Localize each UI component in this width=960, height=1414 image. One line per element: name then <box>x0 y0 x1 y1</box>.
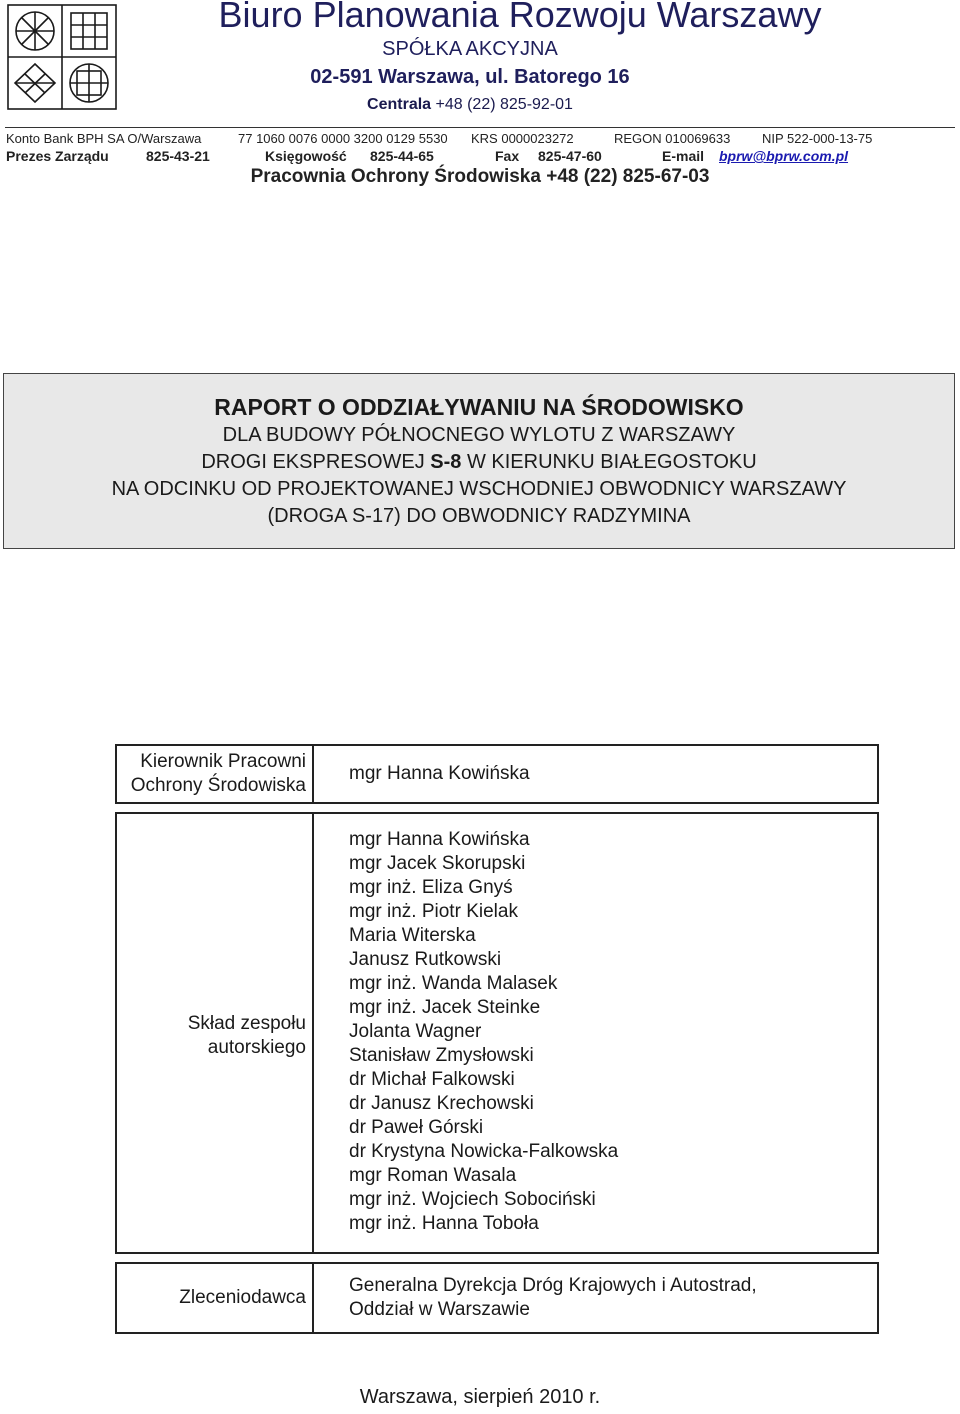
team-member: mgr inż. Wojciech Sobociński <box>349 1189 596 1210</box>
email-link[interactable]: bprw@bprw.com.pl <box>719 148 849 164</box>
lab-contact: Pracownia Ochrony Środowiska +48 (22) 825-67-03 <box>250 166 710 187</box>
team-member: mgr inż. Eliza Gnyś <box>349 877 513 898</box>
central-phone-line <box>140 96 800 114</box>
bank-account: 77 1060 0076 0000 3200 0129 5530 <box>238 131 448 146</box>
team-member: mgr Roman Wasala <box>349 1165 517 1186</box>
central-phone: +48 (22) 825-92-01 <box>435 96 573 113</box>
krs-number: KRS 0000023272 <box>471 131 574 146</box>
team-member: dr Michał Falkowski <box>349 1069 515 1090</box>
head-label-line-2: Ochrony Środowiska <box>130 775 306 796</box>
team-member: mgr Hanna Kowińska <box>349 829 530 850</box>
row-gap <box>116 1253 878 1263</box>
head-value: mgr Hanna Kowińska <box>313 745 878 803</box>
team-member: mgr inż. Wanda Malasek <box>349 973 558 994</box>
team-label-line-2: autorskiego <box>207 1036 306 1058</box>
team-member: mgr inż. Hanna Toboła <box>349 1213 539 1234</box>
accounting-phone: 825-44-65 <box>370 148 434 164</box>
organization-name: Biuro Planowania Rozwoju Warszawy <box>218 0 822 35</box>
team-member: Janusz Rutkowski <box>349 949 502 970</box>
team-member: dr Janusz Krechowski <box>349 1093 534 1114</box>
team-label <box>116 813 313 1253</box>
report-subtitle-line-1: DLA BUDOWY PÓŁNOCNEGO WYLOTU Z WARSZAWY <box>222 424 736 446</box>
head-label <box>116 745 313 803</box>
nip-number: NIP 522-000-13-75 <box>762 131 873 146</box>
team-member: mgr inż. Jacek Steinke <box>349 997 541 1018</box>
team-member: mgr Jacek Skorupski <box>349 853 526 874</box>
team-row <box>116 813 878 1253</box>
team-member: Maria Witerska <box>349 925 476 946</box>
bprw-logo <box>7 4 117 110</box>
bank-name: Konto Bank BPH SA O/Warszawa <box>6 131 202 146</box>
team-member: dr Krystyna Nowicka-Falkowska <box>349 1141 619 1162</box>
accounting-label: Księgowość <box>265 148 347 164</box>
organization-type: SPÓŁKA AKCYJNA <box>382 38 558 60</box>
report-title-box <box>3 373 955 549</box>
fax-label: Fax <box>495 148 520 164</box>
head-row <box>116 745 878 803</box>
client-label: Zleceniodawca <box>116 1263 313 1333</box>
client-row <box>116 1263 878 1333</box>
team-member: mgr inż. Piotr Kielak <box>349 901 518 922</box>
team-member: Stanisław Zmysłowski <box>349 1045 534 1066</box>
team-member: dr Paweł Górski <box>349 1117 484 1138</box>
head-label-line-1: Kierownik Pracowni <box>140 751 306 772</box>
report-title: RAPORT O ODDZIAŁYWANIU NA ŚRODOWISKO <box>214 394 744 420</box>
email-label: E-mail <box>662 148 705 164</box>
report-subtitle-line-2 <box>4 449 954 476</box>
central-label: Centrala <box>367 96 432 113</box>
authors-table <box>115 744 879 1334</box>
road-number: S-8 <box>430 451 462 473</box>
client-line-1: Generalna Dyrekcja Dróg Krajowych i Autostrad, <box>349 1275 757 1296</box>
report-subtitle-line-3: NA ODCINKU OD PROJEKTOWANEJ WSCHODNIEJ OBWODNICY WARSZAWY <box>111 478 847 500</box>
organization-address: 02-591 Warszawa, ul. Batorego 16 <box>310 66 630 88</box>
fax-number: 825-47-60 <box>538 148 602 164</box>
client-value <box>313 1263 878 1333</box>
header-divider <box>5 127 955 128</box>
regon-number: REGON 010069633 <box>614 131 731 146</box>
road-direction: W KIERUNKU BIAŁEGOSTOKU <box>466 451 757 473</box>
client-line-2: Oddział w Warszawie <box>349 1299 530 1320</box>
president-phone: 825-43-21 <box>146 148 210 164</box>
team-member: Jolanta Wagner <box>349 1021 482 1042</box>
team-label-line-1: Skład zespołu <box>187 1012 306 1034</box>
place-and-date: Warszawa, sierpień 2010 r. <box>359 1386 601 1408</box>
report-subtitle-line-4: (DROGA S-17) DO OBWODNICY RADZYMINA <box>267 505 691 527</box>
president-label: Prezes Zarządu <box>6 148 109 164</box>
team-members <box>313 813 878 1253</box>
row-gap <box>116 803 878 813</box>
road-prefix: DROGI EKSPRESOWEJ <box>201 451 425 473</box>
